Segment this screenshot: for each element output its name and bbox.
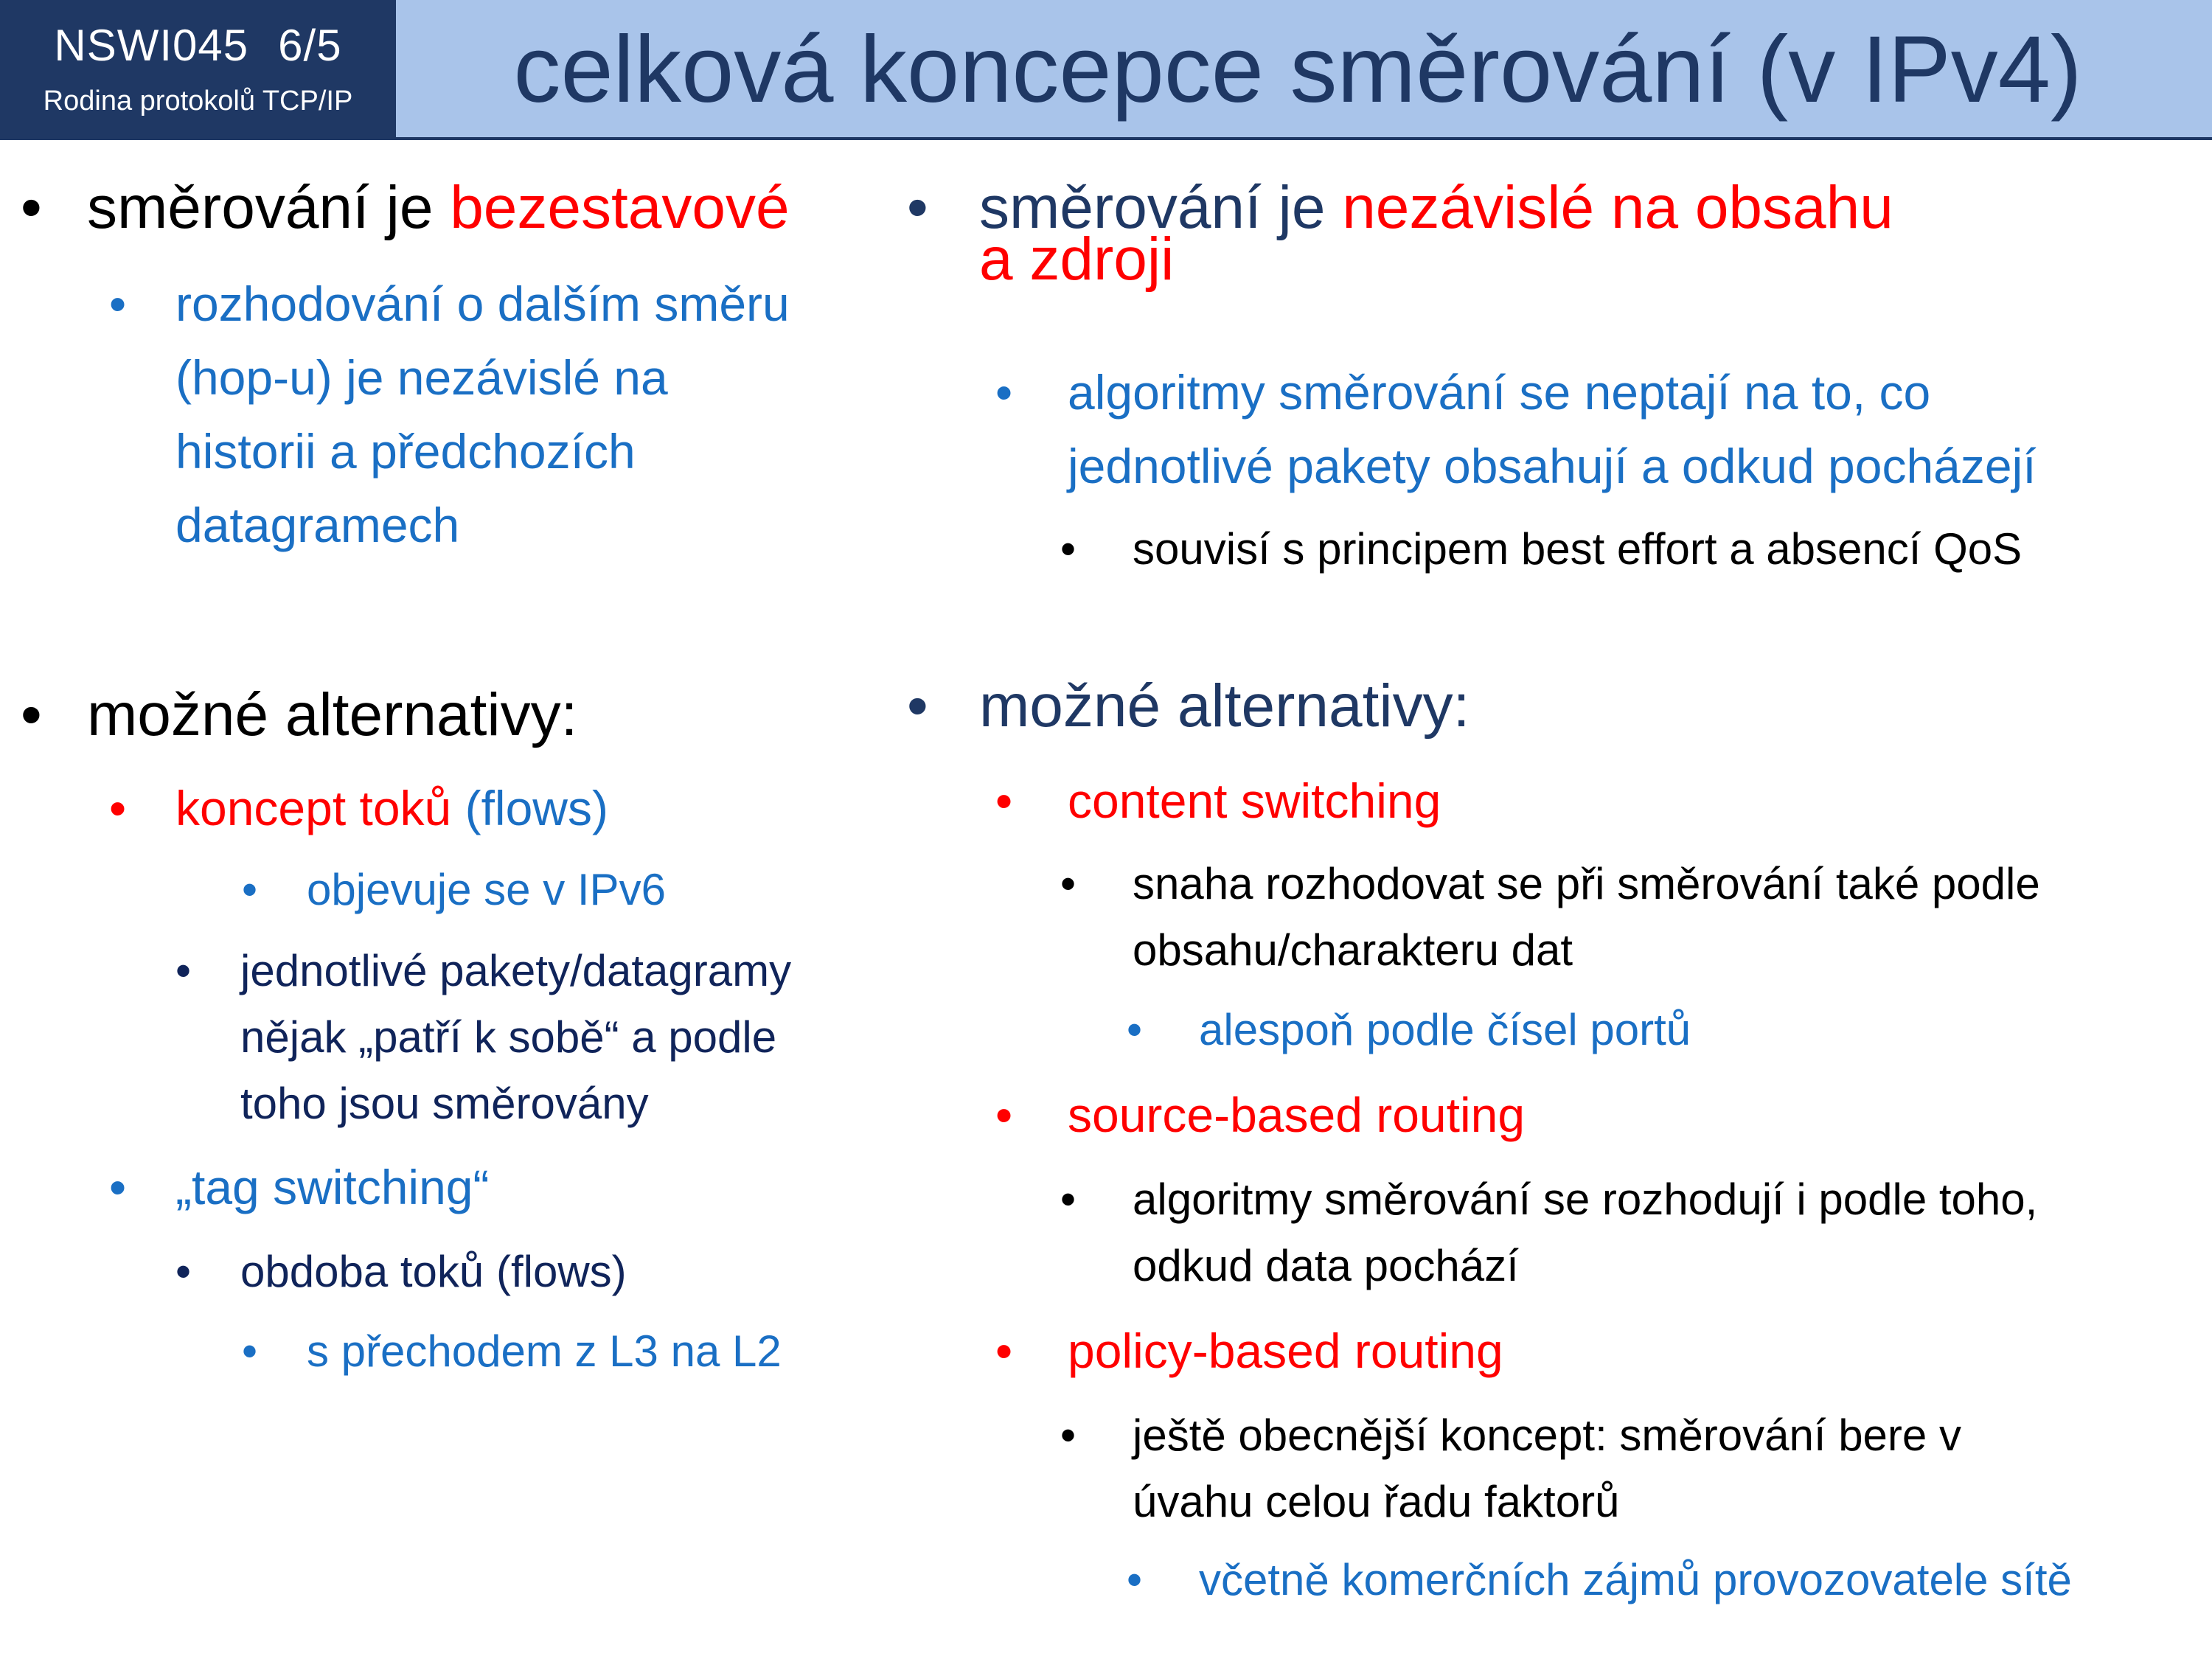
stateless-prefix: směrování je [87, 174, 451, 241]
tag-switching-item: • „tag switching“ [109, 1150, 490, 1224]
lecture-number: 6/5 [278, 21, 342, 70]
independent-item [907, 171, 1893, 296]
content-switching-item: • content switching [995, 764, 1441, 838]
independent-detail [995, 355, 2037, 503]
stateless-detail-line-3: historii a předchozích [175, 424, 636, 479]
bullet-icon: • [175, 946, 192, 995]
independent-detail-line-2: jednotlivé pakety obsahují a odkud pocházejí [1068, 439, 2037, 493]
flows-ipv6: • objevuje se v IPv6 [242, 857, 666, 923]
bullet-icon: • [995, 1324, 1013, 1378]
tag-switching-detail: • s přechodem z L3 na L2 [242, 1318, 782, 1385]
tag-switching-desc: • obdoba toků (flows) [175, 1239, 627, 1305]
bullet-icon: • [995, 773, 1013, 828]
policy-routing-item: • policy-based routing [995, 1314, 1503, 1388]
policy-routing-desc [1060, 1402, 1961, 1535]
slide-header [0, 0, 2212, 140]
bullet-icon: • [21, 681, 42, 748]
flows-label-en: (flows) [465, 781, 608, 835]
bullet-icon: • [21, 174, 42, 241]
flows-desc-line-2: nějak „patří k sobě“ a podle [240, 1012, 777, 1062]
bullet-icon: • [109, 781, 127, 835]
content-switching-desc [1060, 851, 2040, 984]
stateless-item [21, 171, 790, 245]
content-switching-detail: • alespoň podle čísel portů [1127, 997, 1691, 1063]
flows-desc-line-3: toho jsou směrovány [240, 1079, 649, 1128]
bullet-icon: • [1060, 524, 1077, 574]
bullet-icon: • [1060, 859, 1077, 908]
bullet-icon: • [1127, 1005, 1143, 1054]
policy-routing-detail: • včetně komerčních zájmů provozovatele sítě [1127, 1547, 2072, 1613]
source-routing-item: • source-based routing [995, 1078, 1525, 1152]
flows-label: koncept toků [175, 781, 465, 835]
source-routing-desc [1060, 1166, 2037, 1299]
source-desc-line-2: odkud data pochází [1133, 1241, 1519, 1290]
independent-note: • souvisí s principem best effort a absencí QoS [1060, 516, 2022, 582]
course-code-line [0, 16, 396, 75]
bullet-icon: • [109, 276, 127, 331]
independent-highlight-2: a zdroji [979, 226, 1175, 293]
bullet-icon: • [242, 1326, 258, 1376]
bullet-icon: • [907, 174, 928, 241]
bullet-icon: • [907, 672, 928, 740]
source-desc-line-1: algoritmy směrování se rozhodují i podle toho, [1133, 1175, 2038, 1224]
bullet-icon: • [109, 1160, 127, 1214]
policy-desc-line-2: úvahu celou řadu faktorů [1133, 1477, 1620, 1526]
course-code: NSWI045 [54, 21, 249, 70]
bullet-icon: • [1127, 1555, 1143, 1604]
stateless-highlight: bezestavové [450, 174, 790, 241]
stateless-detail-line-4: datagramech [175, 498, 460, 552]
course-subtitle: Rodina protokolů TCP/IP [43, 86, 353, 116]
bullet-icon: • [1060, 1175, 1077, 1224]
independent-prefix: směrování je [979, 174, 1343, 241]
flows-desc-line-1: jednotlivé pakety/datagramy [240, 946, 792, 995]
stateless-detail [109, 267, 790, 562]
bullet-icon: • [995, 1088, 1013, 1142]
policy-desc-line-1: ještě obecnější koncept: směrování bere v [1133, 1411, 1961, 1460]
independent-detail-line-1: algoritmy směrování se neptají na to, co [1068, 365, 1931, 420]
right-alternatives-heading: • možné alternativy: [907, 669, 1470, 743]
left-alternatives-heading: • možné alternativy: [21, 678, 577, 752]
bullet-icon: • [995, 365, 1013, 420]
content-desc-line-1: snaha rozhodovat se při směrování také podle [1133, 859, 2040, 908]
bullet-icon: • [175, 1247, 192, 1296]
stateless-detail-line-1: rozhodování o dalším směru [175, 276, 790, 331]
slide-title: celková koncepce směrování (v IPv4) [513, 17, 2082, 122]
content-desc-line-2: obsahu/charakteru dat [1133, 925, 1573, 975]
flows-item [109, 771, 608, 845]
bullet-icon: • [242, 865, 258, 914]
stateless-detail-line-2: (hop-u) je nezávislé na [175, 350, 668, 405]
course-badge [0, 0, 396, 140]
flows-desc [175, 938, 791, 1137]
independent-highlight-1: nezávislé na obsahu [1342, 174, 1893, 241]
bullet-icon: • [1060, 1411, 1077, 1460]
